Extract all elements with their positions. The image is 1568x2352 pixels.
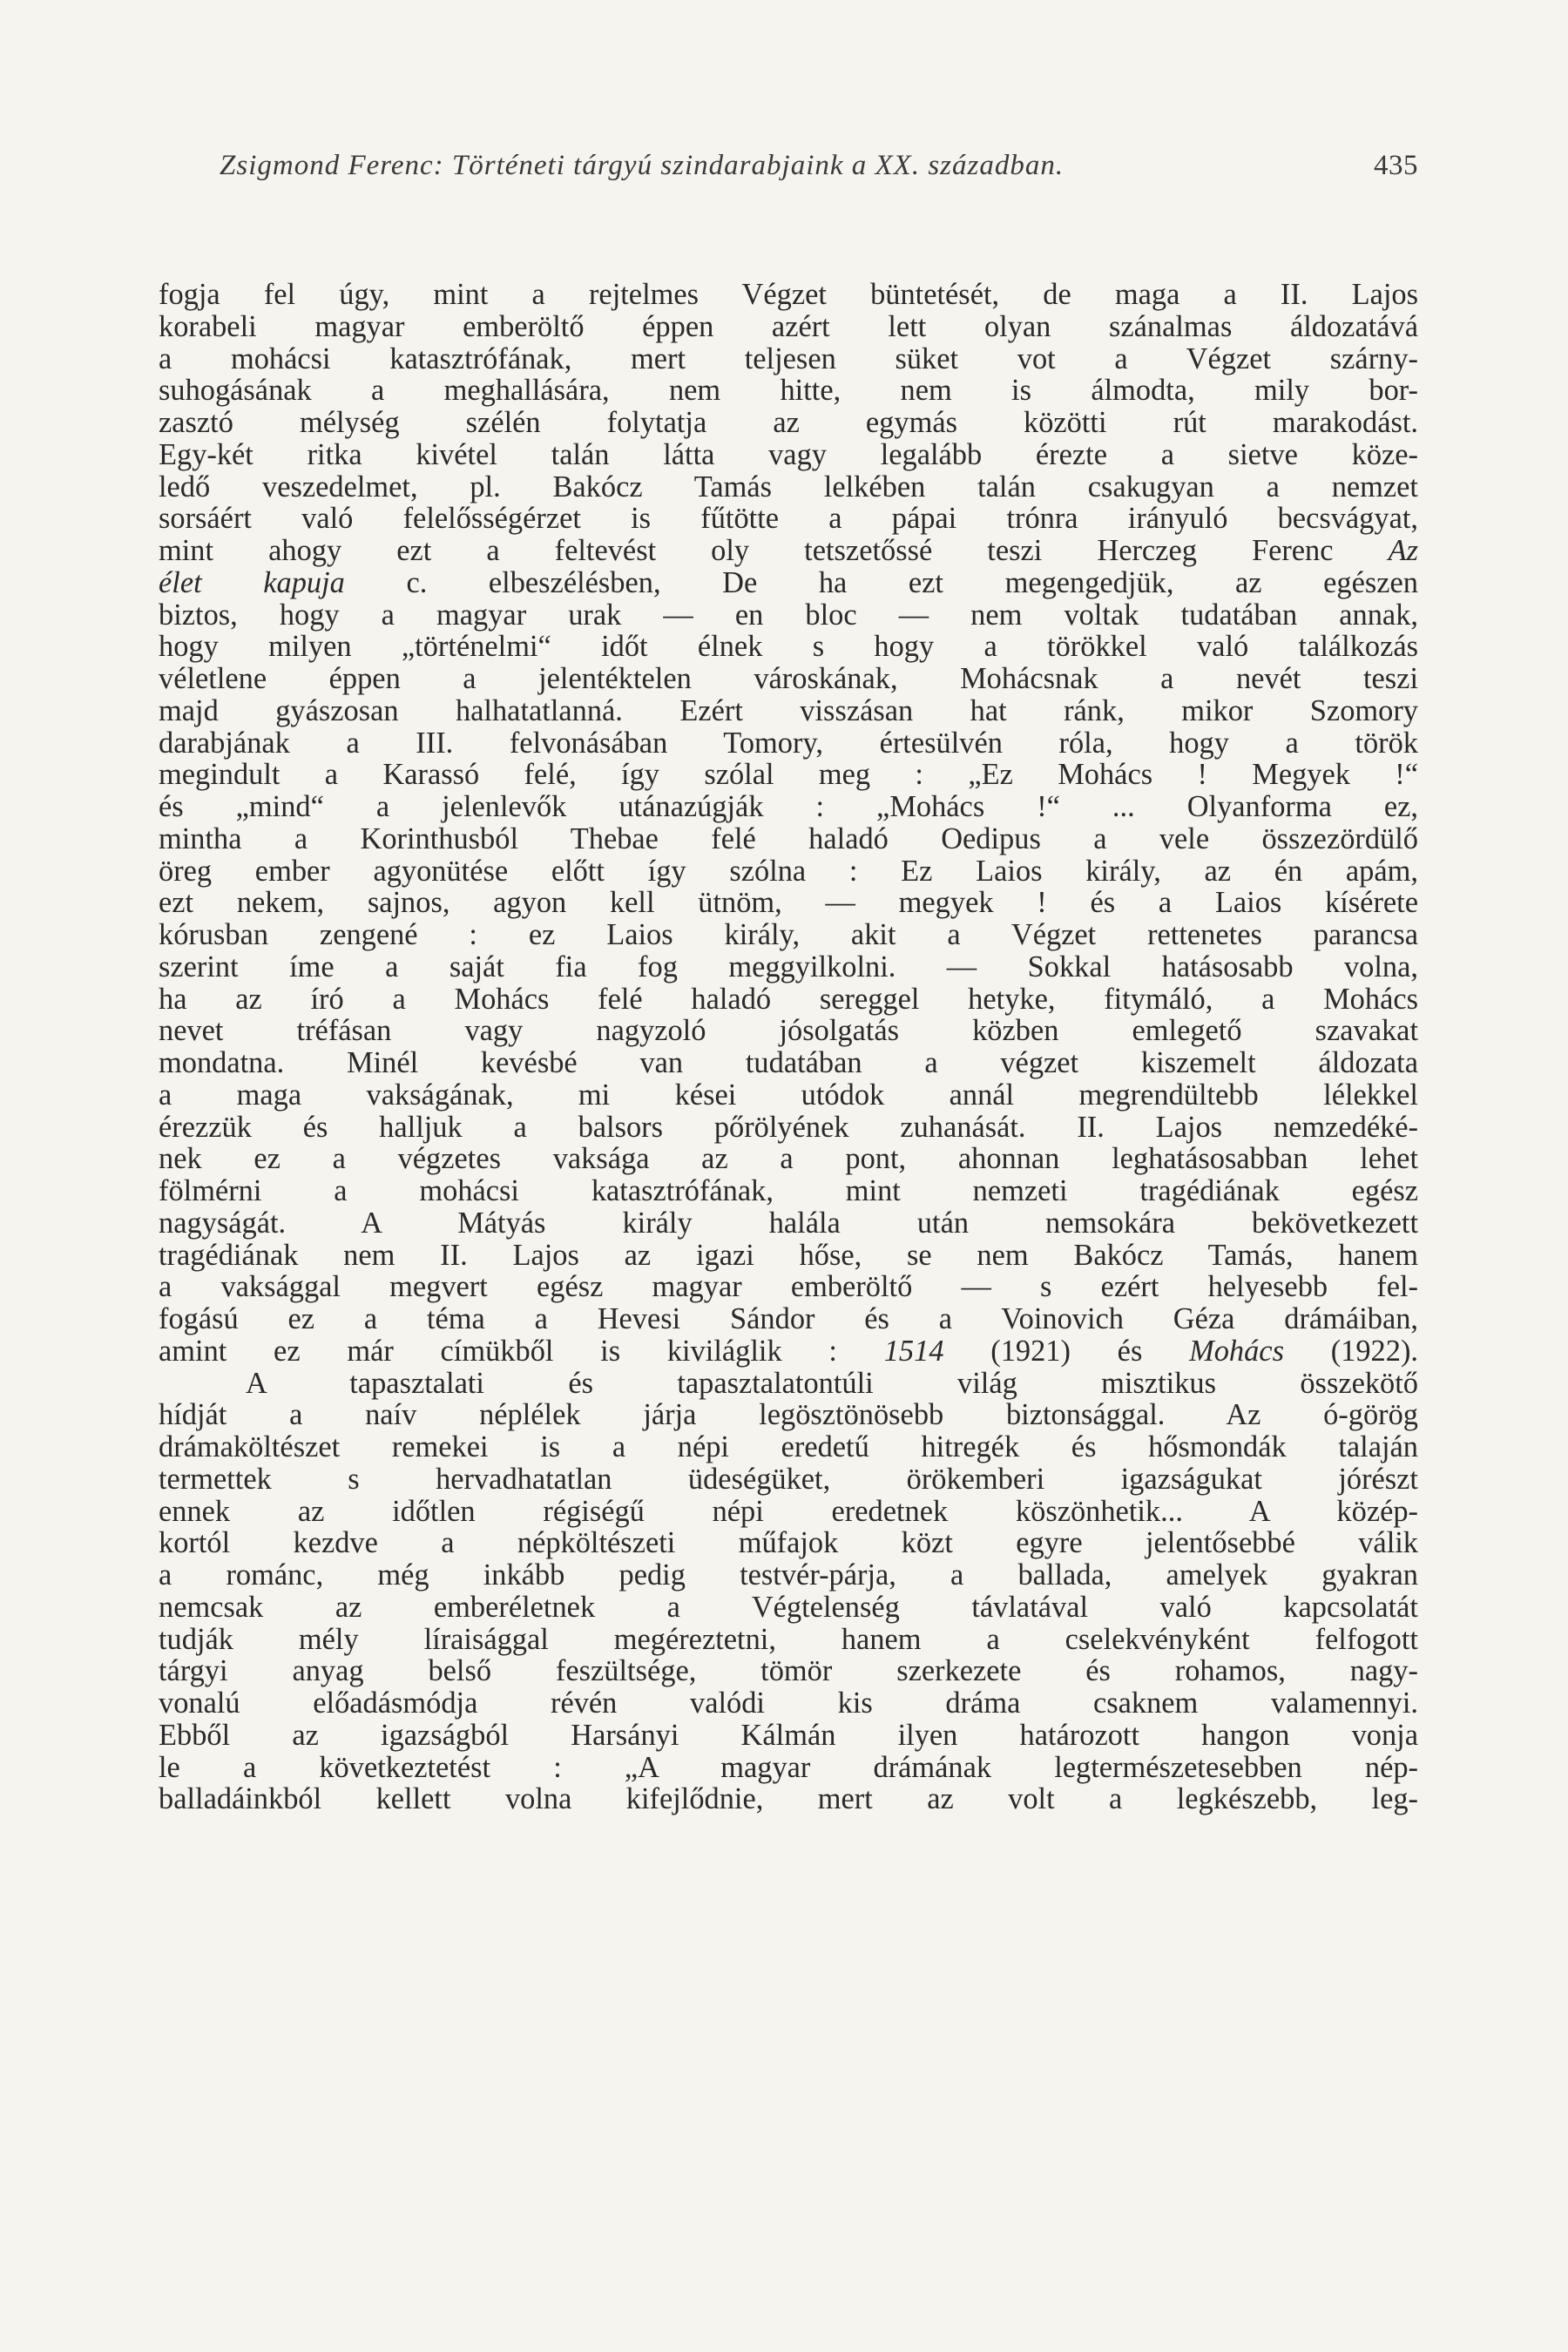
text-line: ennek az időtlen régiségű népi eredetnek köszönhetik... A közép- <box>159 1494 1418 1528</box>
text-line <box>159 567 1418 599</box>
italic-title-elet-kapuja: élet kapuja <box>159 565 345 599</box>
text-line: tárgyi anyag belső feszültsége, tömör szerkezete és rohamos, nagy- <box>159 1654 1418 1688</box>
text-line: hogy milyen „történelmi“ időt élnek s hogy a törökkel való találkozás <box>159 630 1418 664</box>
text-line-part: amint ez már címükből is kiviláglik : <box>159 1334 837 1368</box>
text-line: termettek s hervadhatatlan üdeségüket, örökemberi igazságukat jórészt <box>159 1462 1418 1496</box>
text-line: mondatna. Minél kevésbé van tudatában a végzet kiszemelt áldozata <box>159 1046 1418 1079</box>
text-line: kortól kezdve a népköltészeti műfajok közt egyre jelentősebbé válik <box>159 1526 1418 1560</box>
text-line: öreg ember agyonütése előtt így szólna : Ez Laios király, az én apám, <box>159 854 1418 888</box>
text-line <box>159 1335 1418 1368</box>
text-line-part: (1922). <box>1283 1334 1418 1368</box>
text-line: a vaksággal megvert egész magyar emberöltő — s ezért helyesebb fel- <box>159 1270 1418 1304</box>
text-line: korabeli magyar emberöltő éppen azért lett olyan szánalmas áldozatává <box>159 309 1418 343</box>
text-line: drámaköltészet remekei is a népi eredetű hitregék és hősmondák talaján <box>159 1430 1418 1463</box>
italic-title-mohacs: Mohács <box>1189 1334 1284 1368</box>
text-line <box>159 535 1418 567</box>
text-line: Ebből az igazságból Harsányi Kálmán ilyen határozott hangon vonja <box>159 1718 1418 1752</box>
page-number: 435 <box>1374 150 1418 181</box>
text-line: hídját a naív néplélek járja legösztönösebb biztonsággal. Az ó-görög <box>159 1398 1418 1432</box>
text-line: nevet tréfásan vagy nagyzoló jósolgatás közben emlegető szavakat <box>159 1014 1418 1048</box>
text-line: véletlene éppen a jelentéktelen városkának, Mohácsnak a nevét teszi <box>159 662 1418 695</box>
text-line: fogja fel úgy, mint a rejtelmes Végzet büntetését, de maga a II. Lajos <box>159 278 1418 311</box>
text-line-part: (1921) és <box>943 1334 1190 1368</box>
text-line: vonalú előadásmódja révén valódi kis dráma csaknem valamennyi. <box>159 1686 1418 1720</box>
body-text <box>159 279 1418 1815</box>
text-line: a maga vakságának, mi kései utódok annál megrendültebb lélekkel <box>159 1078 1418 1112</box>
text-line: balladáinkból kellett volna kifejlődnie, mert az volt a legkészebb, leg- <box>159 1782 1418 1816</box>
text-line: tragédiának nem II. Lajos az igazi hőse, se nem Bakócz Tamás, hanem <box>159 1238 1418 1272</box>
text-line: tudják mély líraisággal megéreztetni, hanem a cselekvényként felfogott <box>159 1622 1418 1656</box>
text-line: megindult a Karassó felé, így szólal meg : „Ez Mohács ! Megyek !“ <box>159 758 1418 792</box>
text-line: a románc, még inkább pedig testvér-párja, a ballada, amelyek gyakran <box>159 1558 1418 1592</box>
text-line: biztos, hogy a magyar urak — en bloc — nem voltak tudatában annak, <box>159 598 1418 632</box>
text-line-part: mint ahogy ezt a feltevést oly tetszetőssé teszi Herczeg Ferenc <box>159 534 1334 567</box>
text-line: A tapasztalati és tapasztalatontúli világ misztikus összekötő <box>246 1366 1418 1400</box>
text-line: nagyságát. A Mátyás király halála után nemsokára bekövetkezett <box>159 1206 1418 1240</box>
italic-year-1514: 1514 <box>883 1334 944 1368</box>
text-line: majd gyászosan halhatatlanná. Ezért visszásan hat ránk, mikor Szomory <box>159 693 1418 727</box>
text-line: nemcsak az emberéletnek a Végtelenség távlatával való kapcsolatát <box>159 1590 1418 1624</box>
text-line: fölmérni a mohácsi katasztrófának, mint nemzeti tragédiának egész <box>159 1174 1418 1207</box>
text-line: ledő veszedelmet, pl. Bakócz Tamás lelkében talán csakugyan a nemzet <box>159 470 1418 504</box>
text-line: zasztó mélység szélén folytatja az egymás közötti rút marakodást. <box>159 406 1418 439</box>
text-line: Egy-két ritka kivétel talán látta vagy legalább érezte a sietve köze- <box>159 437 1418 471</box>
text-line: a mohácsi katasztrófának, mert teljesen süket vot a Végzet szárny- <box>159 341 1418 375</box>
text-line: darabjának a III. felvonásában Tomory, értesülvén róla, hogy a török <box>159 726 1418 760</box>
text-line: fogású ez a téma a Hevesi Sándor és a Voinovich Géza drámáiban, <box>159 1302 1418 1335</box>
text-line: ha az író a Mohács felé haladó sereggel hetyke, fitymáló, a Mohács <box>159 982 1418 1016</box>
text-line: és „mind“ a jelenlevők utánazúgják : „Mohács !“ ... Olyanforma ez, <box>159 790 1418 823</box>
text-line: suhogásának a meghallására, nem hitte, nem is álmodta, mily bor- <box>159 374 1418 408</box>
text-line: szerint íme a saját fia fog meggyilkolni. — Sokkal hatásosabb volna, <box>159 950 1418 983</box>
running-title: Zsigmond Ferenc: Történeti tárgyú szindarabjaink a XX. században. <box>220 150 1064 181</box>
italic-title-az: Az <box>1388 534 1418 567</box>
text-line: érezzük és halljuk a balsors pőrölyének zuhanását. II. Lajos nemzedéké- <box>159 1110 1418 1144</box>
text-line: kórusban zengené : ez Laios király, akit a Végzet rettenetes parancsa <box>159 918 1418 951</box>
text-line: le a következtetést : „A magyar drámának legtermészetesebben nép- <box>159 1750 1418 1784</box>
text-line: nek ez a végzetes vaksága az a pont, ahonnan leghatásosabban lehet <box>159 1142 1418 1176</box>
text-line: ezt nekem, sajnos, agyon kell ütnöm, — megyek ! és a Laios kísérete <box>159 886 1418 920</box>
text-line: mintha a Korinthusból Thebae felé haladó Oedipus a vele összezördülő <box>159 821 1418 855</box>
running-header <box>220 150 1418 188</box>
text-line-part: c. elbeszélésben, De ha ezt megengedjük, az egészen <box>344 565 1418 599</box>
text-line: sorsáért való felelősségérzet is fűtötte a pápai trónra irányuló becsvágyat, <box>159 502 1418 536</box>
